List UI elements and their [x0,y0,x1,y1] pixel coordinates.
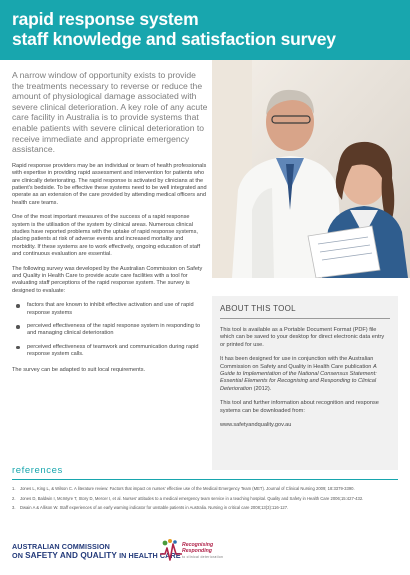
references-section [12,465,398,515]
about-paragraph-2-end: (2012). [252,385,272,392]
main-column [12,70,208,381]
body-paragraph-1: Rapid response providers may be an individual or team of health professionals with expertise in providing rapid assessment and intervention for patients who are clinically deteriorating. The rapid response is activated by clinicians at the patient's bedside. To be effective these systems need to be well integrated and operate as an extension of the care provided by attending medical officers and health care teams. [12,162,207,206]
about-paragraph-3: This tool and further information about recognition and response systems can be downloaded from: [220,400,379,414]
reference-item [12,486,398,492]
page-footer [0,532,410,575]
about-paragraph-1: This tool is available as a Portable Document Format (PDF) file which can be saved to your desktop for direct electronic data entry or printed for use. [220,327,385,348]
reference-text: Jones D, Baldwin I, McIntyre T, Story D, Mercer I, et al. Nurses' attitudes to a medical emergency team service in a teaching hospital. Quality and Safety in Health Care 2006;15:427-432. [20,495,364,501]
page-header [0,0,410,60]
logo-line3: to clinical deterioration [182,554,224,559]
references-list [12,486,398,511]
reference-item [12,505,398,511]
about-tool-panel [212,296,398,470]
about-title: ABOUT THIS TOOL [220,304,390,319]
commission-logo-on: ON [12,551,26,560]
heartbeat-icon [158,538,184,566]
commission-logo-line2 [12,551,181,560]
body-paragraph-4: The survey can be adapted to suit local requirements. [12,366,146,373]
about-paragraph-2 [220,356,390,393]
clinicians-photo [212,60,410,278]
list-item: perceived effectiveness of the rapid response system in responding to and managing clinical deterioration [12,323,208,338]
list-item: perceived effectiveness of teamwork and communication during rapid response system calls. [12,344,208,359]
reference-number: 1. [12,486,16,491]
reference-number: 3. [12,505,16,511]
recognising-responding-logo [158,538,248,568]
commission-logo-main: SAFETY AND QUALITY [25,551,117,560]
clinicians-photo-illustration [212,60,410,278]
body-paragraph-3: The following survey was developed by the Australian Commission on Safety and Quality in Health Care to provide acute care facilities with a tool for evaluating staff perceptions of the rapid response system. The survey is designed to evaluate: [12,265,203,294]
reference-text: Dwain A & Allison W. Staff experiences of an early warning indicator for unstable patients in Australia. Nursing in critical care 2008;13(3):116-127. [20,505,289,511]
download-link[interactable]: www.safetyandquality.gov.au [220,422,292,429]
reference-text: Jones L, King L, & Wilson C. A literature review: Factors that impact on nurses' effective use of the Medical Emergency Team (MET). Journal of Clinical Nursing 2009; 18:3379-3390. [20,486,355,491]
evaluation-list [12,302,208,358]
references-title: references [12,465,398,480]
commission-logo-line1: AUSTRALIAN COMMISSION [12,542,110,551]
about-paragraph-2-start: It has been designed for use in conjunction with the Australian Commission on Safety and Quality in Health Care publication [220,356,374,370]
commission-logo [12,542,181,560]
reference-number: 2. [12,495,16,501]
body-paragraph-2: One of the most important measures of the success of a rapid response system is the utilisation of the system by clinical areas. Numerous clinical studies have reported problems with the uptake of rapid response systems, placing patients at risk of adverse events and increased mortality and morbidity. If these systems are to work effectively, ongoing education of staff and continuous evaluation are essential. [12,214,201,258]
page-title-line2: staff knowledge and satisfaction survey [12,29,336,49]
intro-paragraph: A narrow window of opportunity exists to provide the treatments necessary to reverse or reduce the amount of physiological damage associated with severe clinical deterioration. A key role of any acute care facility in Australia is to provide systems that enable patients with severe clinical deterioration to receive immediate and appropriate emergency assistance. [12,70,208,155]
list-item: factors that are known to inhibit effective activation and use of rapid response systems [12,302,208,317]
page-title-line1: rapid response system [12,9,199,29]
publication-title: A Guide to Implementation of the National Consensus Statement: Essential Elements for Recognising and Responding to Clinical Deterioration [220,363,377,392]
commission-logo-end: IN HEALTH CARE [116,551,181,560]
logo-text [182,543,223,560]
reference-item [12,496,398,502]
logo-line1: Recognising [182,542,214,548]
logo-line2: Responding [182,547,212,554]
